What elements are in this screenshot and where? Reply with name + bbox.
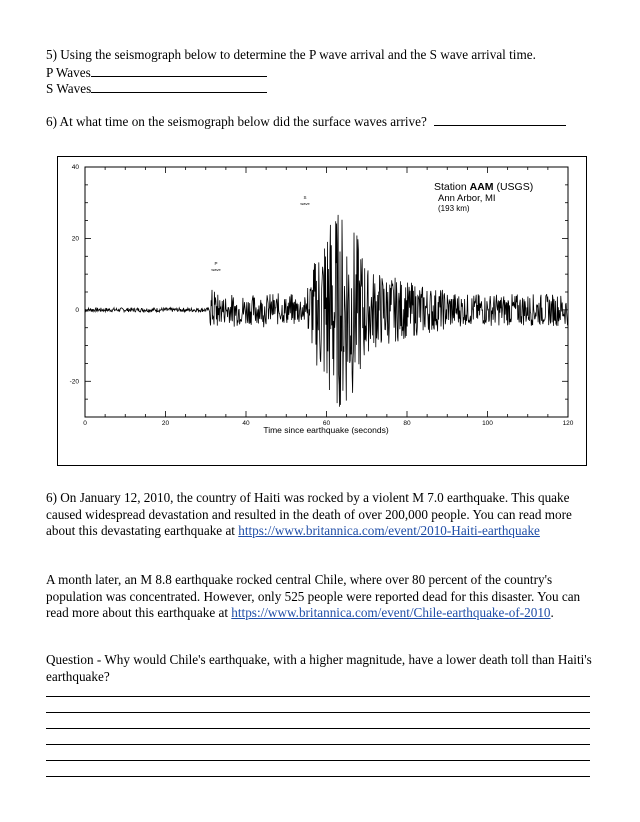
haiti-text: 6) On January 12, 2010, the country of Haiti was rocked by a violent M 7.0 earthquake. This quake caused widespread devastation and resulted in the death of over 200,000 people. You can read more about this devastating earthquake at (46, 490, 572, 538)
seismic-trace (85, 215, 568, 407)
x-tick-label: 60 (322, 420, 331, 427)
s-wave-marker-letter: S (303, 195, 307, 200)
chile-britannica-link[interactable]: https://www.britannica.com/event/Chile-earthquake-of-2010 (231, 605, 551, 620)
p-waves-label: P Waves (46, 65, 91, 80)
answer-line-1[interactable] (46, 696, 590, 697)
station-label: Station AAM (USGS) (434, 181, 534, 193)
answer-line-2[interactable] (46, 712, 590, 713)
answer-line-3[interactable] (46, 728, 590, 729)
chile-period: . (550, 605, 554, 620)
s-waves-label: S Waves (46, 81, 92, 96)
p-waves-row (46, 64, 267, 81)
x-tick-label: 120 (562, 420, 574, 427)
x-tick-label: 20 (161, 420, 170, 427)
surface-waves-answer-blank[interactable] (434, 113, 566, 126)
chile-paragraph (46, 572, 596, 622)
plot-frame (85, 167, 568, 417)
y-tick-label: -20 (69, 378, 79, 386)
y-tick-label: 0 (75, 306, 79, 314)
x-tick-label: 0 (83, 420, 87, 427)
s-waves-row (46, 80, 267, 97)
haiti-paragraph (46, 490, 596, 540)
x-tick-label: 80 (403, 420, 411, 427)
x-tick-label: 100 (482, 420, 493, 427)
y-tick-label: 40 (71, 164, 79, 171)
answer-line-5[interactable] (46, 760, 590, 761)
seismograph-chart (58, 157, 586, 465)
q6-surface-row (46, 113, 566, 130)
p-wave-marker-letter: P (214, 261, 218, 266)
seismograph-figure (57, 156, 587, 466)
p-waves-answer-blank[interactable] (91, 64, 267, 77)
station-location: Ann Arbor, MI (438, 193, 496, 204)
q5-prompt: 5) Using the seismograph below to determine the P wave arrival and the S wave arrival time. (46, 47, 536, 62)
question-prompt: Question - Why would Chile's earthquake, with a higher magnitude, have a lower death toll than Haiti's earthquake? (46, 652, 592, 684)
answer-line-4[interactable] (46, 744, 590, 745)
s-wave-marker-word: wave (300, 201, 310, 206)
x-axis-label: Time since earthquake (seconds) (263, 425, 389, 435)
y-tick-label: 20 (71, 235, 79, 243)
q6-surface-prompt: 6) At what time on the seismograph below did the surface waves arrive? (46, 114, 427, 129)
chile-text: A month later, an M 8.8 earthquake rocked central Chile, where over 80 percent of the country's population was concentrated. However, only 525 people were reported dead for this disaster. You can read more about this earthquake at (46, 572, 581, 620)
p-wave-marker-word: wave (211, 267, 221, 272)
station-distance: (193 km) (438, 204, 470, 213)
s-waves-answer-blank[interactable] (91, 80, 267, 93)
answer-line-6[interactable] (46, 776, 590, 777)
x-tick-label: 40 (242, 420, 250, 427)
haiti-britannica-link[interactable]: https://www.britannica.com/event/2010-Haiti-earthquake (238, 523, 540, 538)
